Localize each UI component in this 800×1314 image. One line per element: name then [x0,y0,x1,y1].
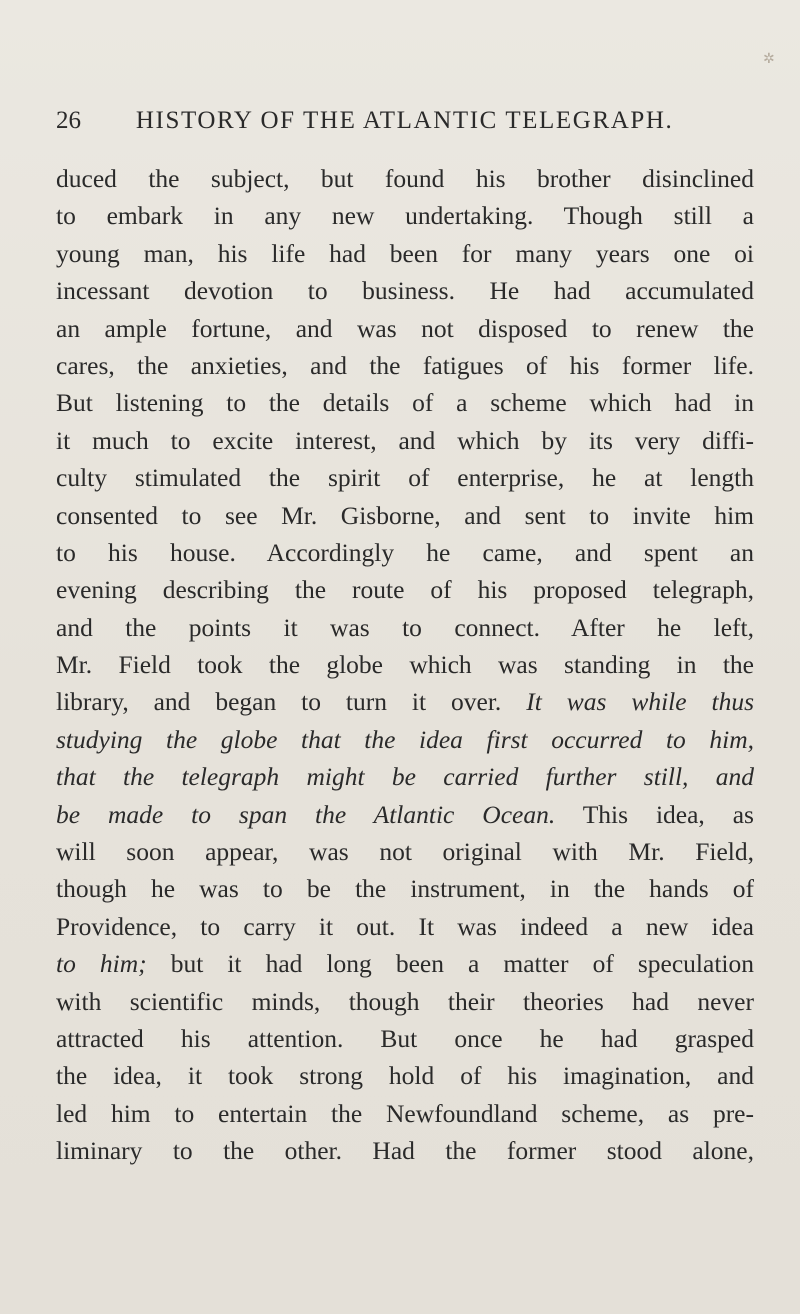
text-line: duced the subject, but found his brother disinclined [56,164,754,193]
italic-text-segment: be made to span the Atlantic Ocean. [56,799,556,829]
text-line: to embark in any new undertaking. Though still a [56,201,754,231]
text-line: evening describing the route of his proposed telegraph, [56,575,754,605]
text-line: the idea, it took strong hold of his imagination, and [56,1061,754,1091]
text-segment: but it had long been a matter of speculation [170,949,755,979]
text-line: an ample fortune, and was not disposed to renew the [56,313,754,343]
text-line: attracted his attention. But once he had grasped [56,1023,754,1053]
text-line: culty stimulated the spirit of enterprise, he at length [56,463,754,493]
text-line: young man, his life had been for many years one oi [56,238,754,268]
italic-text-segment: It was while thus [526,687,754,717]
text-line: to his house. Accordingly he came, and spent an [56,537,754,567]
text-line: with scientific minds, though their theories had never [56,986,754,1016]
running-head [56,104,756,138]
body-text [56,160,754,1170]
italic-text-line: that the telegraph might be carried further still, and [56,762,754,792]
text-line: But listening to the details of a scheme which had in [56,388,754,418]
text-line-mixed [56,796,754,833]
page-number: 26 [56,107,81,134]
text-line: incessant devotion to business. He had accumulated [56,276,754,306]
text-segment: library, and began to turn it over. [56,687,502,717]
paper-blemish-icon: ✲ [763,51,775,67]
text-line: Mr. Field took the globe which was standing in the [56,650,754,680]
text-line: though he was to be the instrument, in the hands of [56,874,754,904]
running-title: HISTORY OF THE ATLANTIC TELEGRAPH. [135,107,674,134]
text-line: Providence, to carry it out. It was indeed a new idea [56,911,754,941]
text-line: and the points it was to connect. After he left, [56,612,754,642]
text-line: will soon appear, was not original with Mr. Field, [56,837,754,867]
text-line: led him to entertain the Newfoundland scheme, as pre- [56,1098,754,1128]
text-line-mixed [56,683,754,720]
italic-text-segment: to him; [56,949,147,979]
text-segment: This idea, as [582,799,754,829]
text-line: cares, the anxieties, and the fatigues of his former life. [56,350,754,380]
italic-text-line: studying the globe that the idea first occurred to him, [56,724,754,754]
text-line: liminary to the other. Had the former stood alone, [56,1136,754,1166]
text-line: consented to see Mr. Gisborne, and sent to invite him [56,500,754,530]
text-line-mixed [56,945,754,982]
text-line: it much to excite interest, and which by its very diffi- [56,425,754,455]
